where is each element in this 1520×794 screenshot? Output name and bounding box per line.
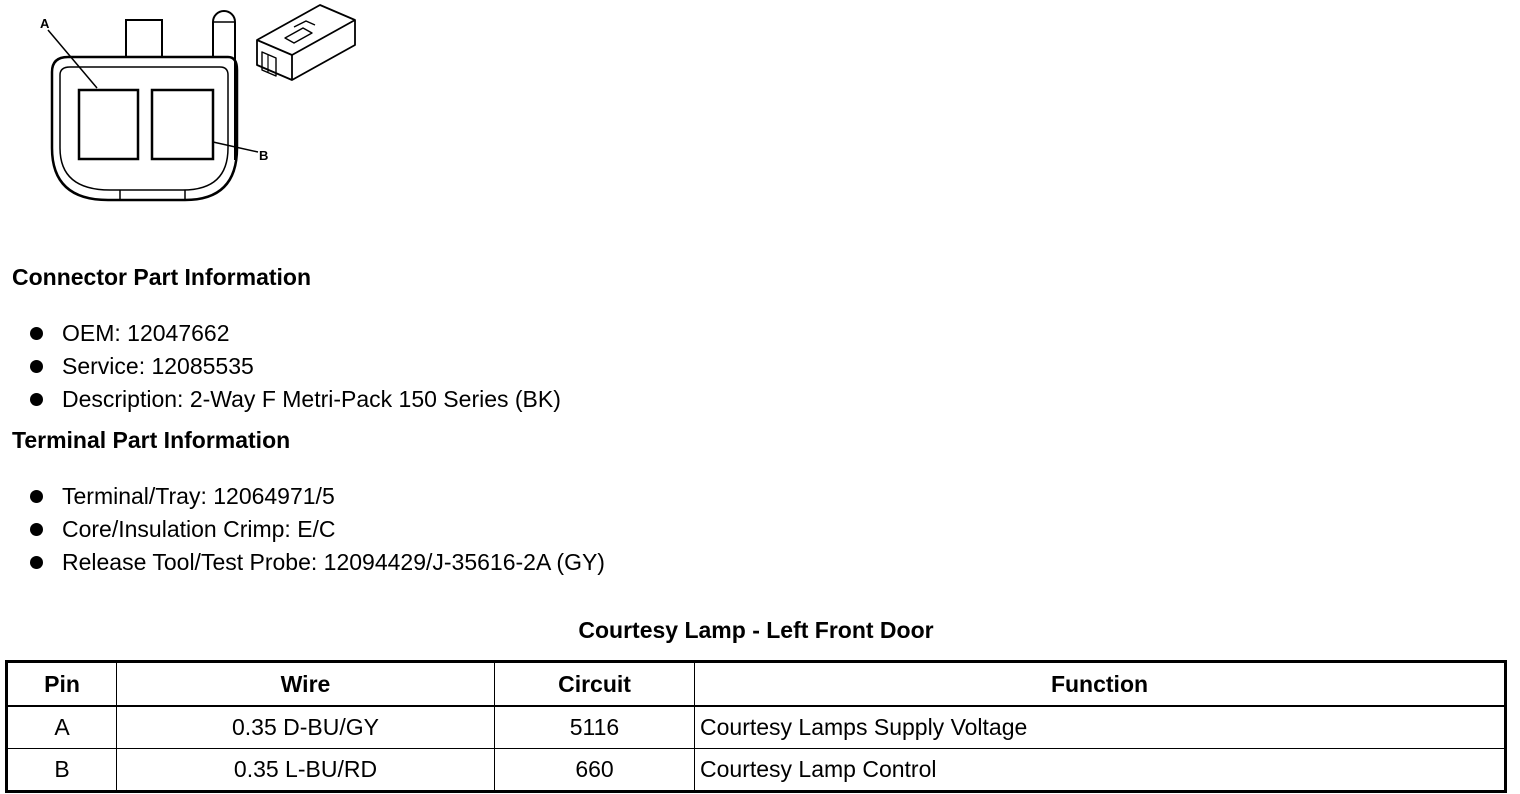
terminal-info-item-tray: [28, 480, 605, 513]
terminal-info-heading: Terminal Part Information: [12, 427, 291, 453]
table-title: Courtesy Lamp - Left Front Door: [578, 617, 934, 643]
connector-info-item-service: [28, 350, 561, 383]
connector-diagram: [0, 0, 380, 215]
connector-info-list: [28, 317, 561, 416]
callout-a-leader: [48, 30, 97, 88]
cell-wire: 0.35 L-BU/RD: [117, 749, 495, 792]
bullet-icon: [30, 393, 43, 406]
connector-info-text: Description: 2-Way F Metri-Pack 150 Series (BK): [62, 386, 561, 412]
table-row: [7, 706, 1506, 749]
column-header-circuit: Circuit: [495, 662, 695, 707]
cell-circuit: 5116: [495, 706, 695, 749]
connector-latch-tab: [126, 20, 162, 57]
terminal-info-item-crimp: [28, 513, 605, 546]
connector-info-heading: Connector Part Information: [12, 264, 312, 290]
terminal-info-list: [28, 480, 605, 579]
column-header-function: Function: [695, 662, 1506, 707]
cell-pin: A: [7, 706, 117, 749]
cell-pin: B: [7, 749, 117, 792]
connector-side-post: [213, 11, 235, 160]
table-row: [7, 749, 1506, 792]
terminal-info-text: Release Tool/Test Probe: 12094429/J-35616-2A (GY): [62, 549, 605, 575]
cavity-a: [79, 90, 138, 159]
bullet-icon: [30, 556, 43, 569]
connector-info-text: Service: 12085535: [62, 353, 254, 379]
terminal-info-text: Core/Insulation Crimp: E/C: [62, 516, 336, 542]
table-header-row: [7, 662, 1506, 707]
cavity-b: [152, 90, 213, 159]
terminal-info-item-release-tool: [28, 546, 605, 579]
callout-b-label: B: [259, 148, 269, 163]
cell-function: Courtesy Lamp Control: [695, 749, 1506, 792]
pinout-table: [5, 660, 1507, 793]
bullet-icon: [30, 360, 43, 373]
bullet-icon: [30, 523, 43, 536]
cell-circuit: 660: [495, 749, 695, 792]
bullet-icon: [30, 490, 43, 503]
column-header-pin: Pin: [7, 662, 117, 707]
cell-function: Courtesy Lamps Supply Voltage: [695, 706, 1506, 749]
cell-wire: 0.35 D-BU/GY: [117, 706, 495, 749]
column-header-wire: Wire: [117, 662, 495, 707]
connector-iso-view: [257, 5, 355, 80]
bullet-icon: [30, 327, 43, 340]
connector-info-text: OEM: 12047662: [62, 320, 230, 346]
connector-info-item-oem: [28, 317, 561, 350]
terminal-info-text: Terminal/Tray: 12064971/5: [62, 483, 335, 509]
callout-a-label: A: [40, 16, 50, 31]
connector-inner-ledge: [60, 67, 228, 190]
connector-info-item-description: [28, 383, 561, 416]
